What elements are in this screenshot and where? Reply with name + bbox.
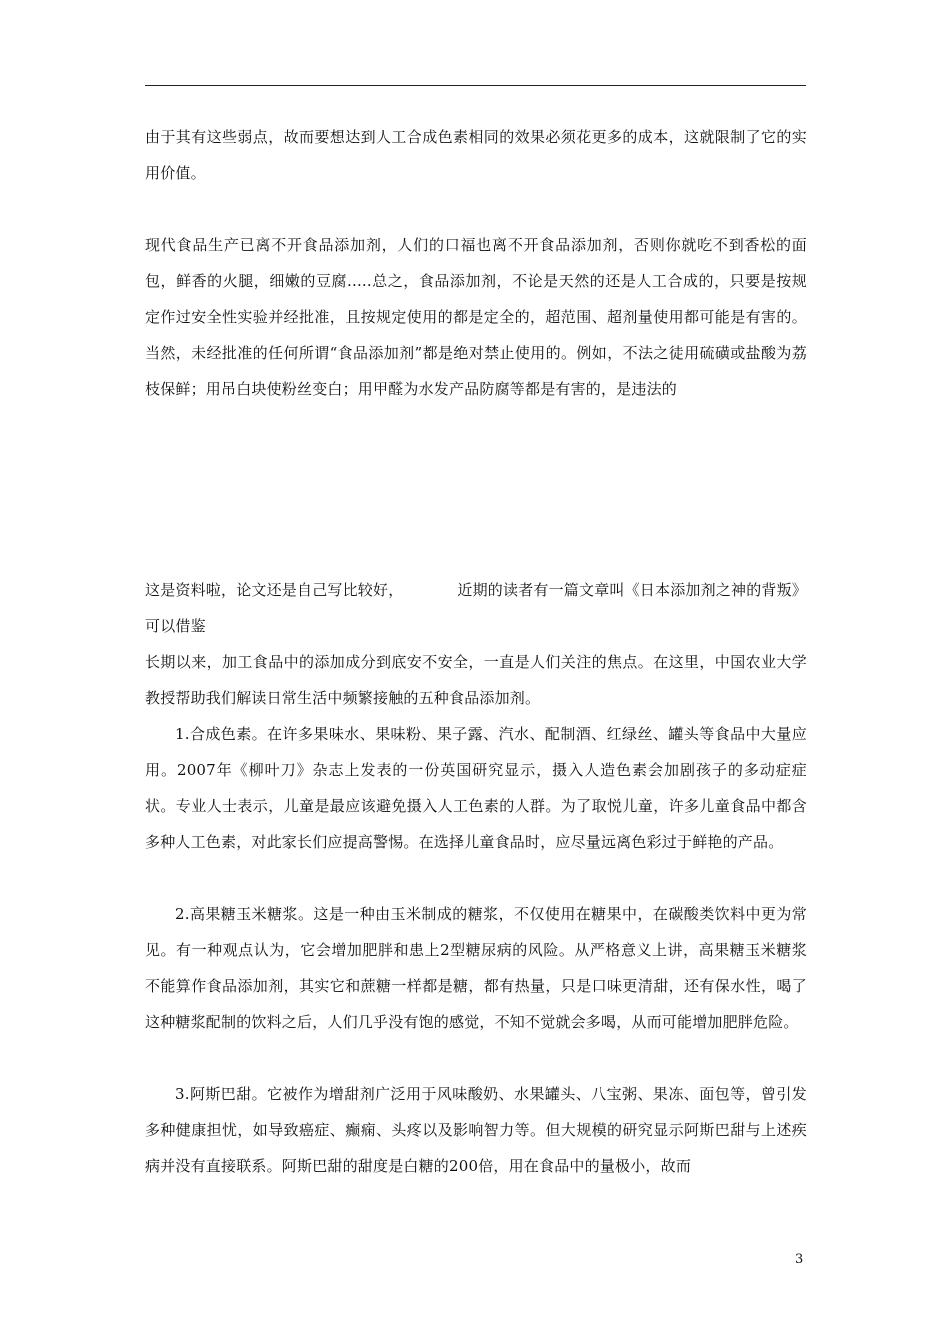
paragraph-introduction: 长期以来，加工食品中的添加成分到底安不安全，一直是人们关注的焦点。在这里，中国农业大学教授帮助我们解读日常生活中频繁接触的五种食品添加剂。 xyxy=(145,653,807,707)
reference-note-left: 这是资料啦，论文还是自己写比较好， xyxy=(145,581,404,599)
paragraph-item-synthetic-pigment: 1.合成色素。在许多果味水、果味粉、果子露、汽水、配制酒、红绿丝、罐头等食品中大量应用。2007年《柳叶刀》杂志上发表的一份英国研究显示，摄入人造色素会加剧孩子的多动症症状。专业人士表示，儿童是最应该避免摄入人工色素的人群。为了取悦儿童，许多儿童食品中都含多种人工色素，对此家长们应提高警惕。在选择儿童食品时，应尽量远离色彩过于鲜艳的产品。 xyxy=(145,725,807,851)
paragraph-food-additives-necessity: 现代食品生产已离不开食品添加剂，人们的口福也离不开食品添加剂，否则你就吃不到香松的面包，鲜香的火腿，细嫩的豆腐.....总之，食品添加剂，不论是天然的还是人工合成的，只要是按规定作过安全性实验并经批准，且按规定使用的都是定全的，超范围、超剂量使用都可能是有害的。当然，未经批准的任何所谓“食品添加剂”都是绝对禁止使用的。例如，不法之徒用硫磺或盐酸为荔枝保鲜；用吊白块使粉丝变白；用甲醛为水发产品防腐等都是有害的，是违法的 xyxy=(145,236,807,398)
paragraph-reference-note xyxy=(145,572,807,644)
reference-note-right: 近期的读者有一篇文章叫《日本添加剂之神的背叛》 xyxy=(457,581,807,599)
paragraph-pigment-weakness: 由于其有这些弱点，故而要想达到人工合成色素相同的效果必须花更多的成本，这就限制了它的实用价值。 xyxy=(145,128,807,182)
reference-note-line xyxy=(145,572,807,608)
reference-note-tail: 可以借鉴 xyxy=(145,617,206,635)
header-rule xyxy=(145,85,806,86)
page-number: 3 xyxy=(795,1252,804,1267)
paragraph-item-aspartame: 3.阿斯巴甜。它被作为增甜剂广泛用于风味酸奶、水果罐头、八宝粥、果冻、面包等，曾引发多种健康担忧，如导致癌症、癫痫、头疼以及影响智力等。但大规模的研究显示阿斯巴甜与上述疾病并没有直接联系。阿斯巴甜的甜度是白糖的200倍，用在食品中的量极小，故而 xyxy=(145,1085,807,1175)
paragraph-item-corn-syrup: 2.高果糖玉米糖浆。这是一种由玉米制成的糖浆，不仅使用在糖果中，在碳酸类饮料中更为常见。有一种观点认为，它会增加肥胖和患上2型糖尿病的风险。从严格意义上讲，高果糖玉米糖浆不能算作食品添加剂，其实它和蔗糖一样都是糖，都有热量，只是口味更清甜，还有保水性，喝了这种糖浆配制的饮料之后，人们几乎没有饱的感觉，不知不觉就会多喝，从而可能增加肥胖危险。 xyxy=(145,905,807,1031)
